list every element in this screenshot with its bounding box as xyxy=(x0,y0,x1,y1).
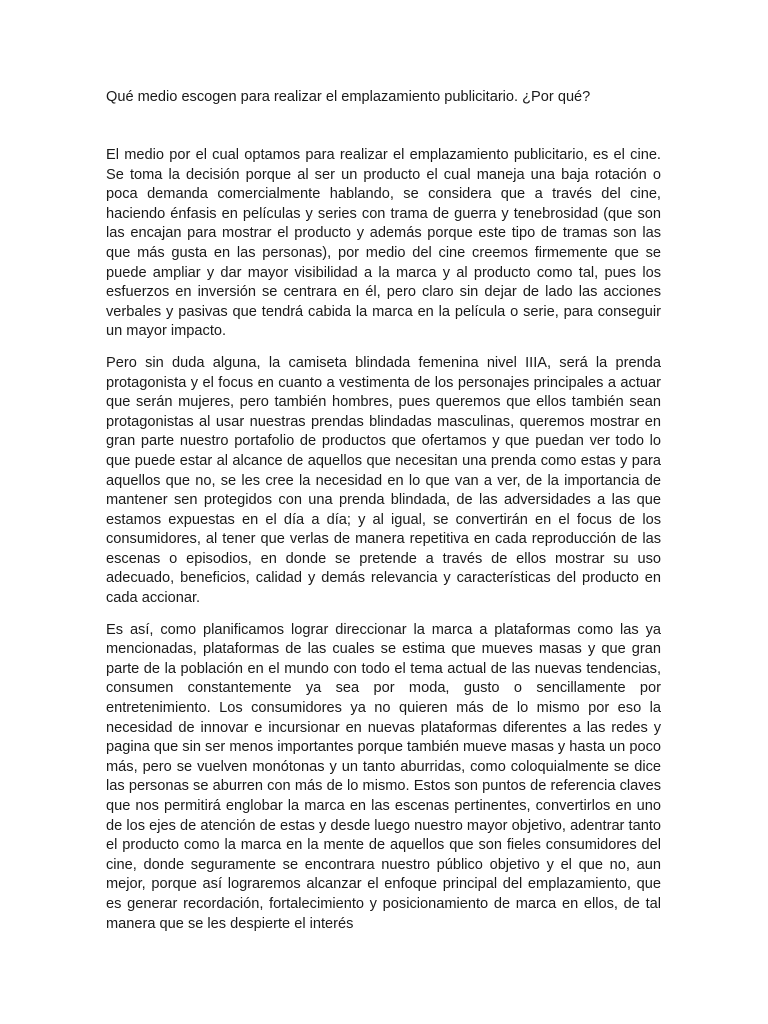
document-page xyxy=(106,88,661,934)
paragraph-2: Pero sin duda alguna, la camiseta blindada femenina nivel IIIA, será la prenda protagonista y el focus en cuanto a vestimenta de los personajes principales a actuar que serán mujeres, pero también hombres, pues queremos que ellos también sean protagonistas al usar nuestras prendas blindadas masculinas, queremos mostrar en gran parte nuestro portafolio de productos que ofertamos y que puedan ver todo lo que puede estar al alcance de aquellos que necesitan una prenda como estas y para aquellos que no, se les cree la necesidad en lo que van a ver, de la importancia de mantener sen protegidos con una prenda blindada, de las adversidades a las que estamos expuestas en el día a día; y al igual, se convertirán en el focus de los consumidores, al tener que verlas de manera repetitiva en cada reproducción de las escenas o episodios, en donde se pretende a través de ellos mostrar su uso adecuado, beneficios, calidad y demás relevancia y características del producto en cada accionar. xyxy=(106,354,661,607)
question-heading: Qué medio escogen para realizar el emplazamiento publicitario. ¿Por qué? xyxy=(106,89,591,105)
paragraph-3: Es así, como planificamos lograr direccionar la marca a plataformas como las ya mencionadas, plataformas de las cuales se estima que mueves masas y que gran parte de la población en el mundo con todo el tema actual de las nuevas tendencias, consumen constantemente ya sea por moda, gusto o sencillamente por entretenimiento. Los consumidores ya no quieren más de lo mismo por eso la necesidad de innovar e incursionar en nuevas plataformas diferentes a las redes y pagina que sin ser menos importantes porque también mueve masas y hasta un poco más, pero se vuelven monótonas y un tanto aburridas, como coloquialmente se dice las personas se aburren con más de lo mismo. Estos son puntos de referencia claves que nos permitirá englobar la marca en las escenas pertinentes, convertirlos en uno de los ejes de atención de estas y desde luego nuestro mayor objetivo, adentrar tanto el producto como la marca en la mente de aquellos que son fieles consumidores del cine, donde seguramente se encontrara nuestro público objetivo y el que no, aun mejor, porque así lograremos alcanzar el enfoque principal del emplazamiento, que es generar recordación, fortalecimiento y posicionamiento de marca en ellos, de tal manera que se les despierte el interés xyxy=(106,621,661,932)
paragraph-1: El medio por el cual optamos para realizar el emplazamiento publicitario, es el cine. Se toma la decisión porque al ser un producto el cual maneja una baja rotación o poca demanda comercialmente hablando, se considera que a través del cine, haciendo énfasis en películas y series con trama de guerra y tenebrosidad (que son las encajan para mostrar el producto y además porque este tipo de tramas son las que más gusta en las personas), por medio del cine creemos firmemente que se puede ampliar y dar mayor visibilidad a la marca y al producto como tal, pues los esfuerzos en inversión se centrara en él, pero claro sin dejar de lado las acciones verbales y pasivas que tendrá cabida la marca en la película o serie, para conseguir un mayor impacto. xyxy=(106,147,661,340)
